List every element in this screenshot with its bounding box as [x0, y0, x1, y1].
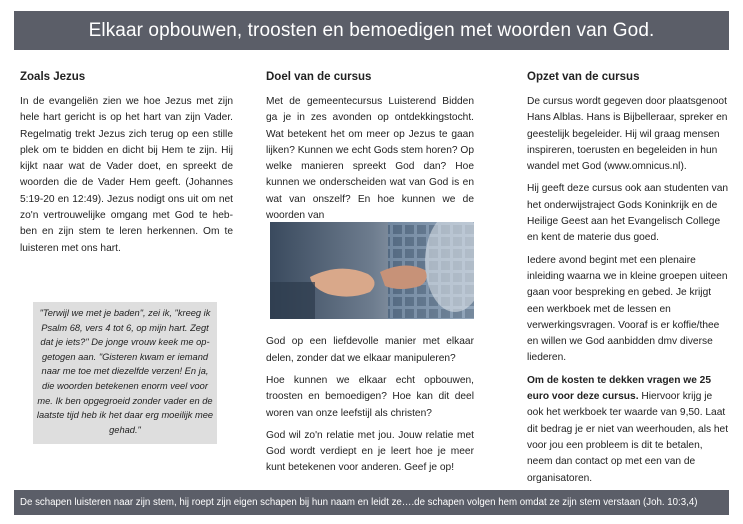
- section-paragraph: In de evangeliën zien we hoe Jezus met zijn hele hart gericht is op het hart van zijn Vader. Regelmatig trekt Jezus zich terug op een stille plek om te bidden en dicht bij Hem te zijn. Hij kijkt naar wat de Vader doet, en spreekt de woorden die de Vader Hem geeft. (Johannes 5:19-20 en 12:49). Jezus nodigt ons uit om net zo'n vertrouwelijke omgang met God te hebben en zijn stem te leren herkennen. Om te luisteren met ons hart.: [20, 96, 233, 254]
- section-paragraph: God op een liefdevolle manier met elkaar delen, zonder dat we elkaar manipuleren?: [266, 336, 474, 364]
- costs-rest-text: Hiervoor krijg je ook het werkboek ter waarde van 9,50. Laat dit bedrag je er niet van weerhouden, als het voor jou een probleem is dit te betalen, neem dan contact op met een van de organisatoren.: [527, 391, 729, 484]
- footer-quote: De schapen luisteren naar zijn stem, hij roept zijn eigen schapen bij hun naam en leidt ze….de schapen volgen hem omdat ze zijn stem verstaan (Joh. 10:3,4): [20, 497, 698, 508]
- column-zoals-jezus: [20, 70, 233, 263]
- section-paragraph: Hoe kunnen we elkaar echt opbouwen, troosten en bemoedigen? Hoe kan dit deel woren van onze leefstijl als christen?: [266, 374, 474, 419]
- page-title: Elkaar opbouwen, troosten en bemoedigen met woorden van God.: [88, 20, 655, 41]
- section-paragraph: De cursus wordt gegeven door plaatsgenoot Hans Alblas. Hans is Bijbelleraar, spreker en geestelijk begeleider. Hij wil graag mensen inspireren, toerusten en begeleiden in hun wandel met God (www.omnicus.nl).: [527, 96, 728, 173]
- header-banner: [14, 11, 729, 50]
- section-paragraph: Hij geeft deze cursus ook aan studenten van het onderwijstraject Gods Koninkrijk en de Heilige Geest aan het Evangelisch College en kent de materie dus goed.: [527, 183, 729, 244]
- section-paragraph: Met de gemeentecursus Luisterend Bidden ga je in zes avonden op ontdekkingstocht. Wat betekent het om meer op Jezus te gaan lijken? Kunnen we echt Gods stem horen? Op welke manieren spreekt God dan? Hoe kunnen we onderscheiden wat van God is en wat van onszelf? En hoe kunnen we de woorden van: [266, 96, 474, 222]
- footer-banner: [14, 490, 729, 515]
- hands-photo: [270, 222, 474, 319]
- section-paragraph: Iedere avond begint met een plenaire inleiding waarna we in kleine groepen uiteen gaan voor bespreking en gebed. Je krijgt een werkboek met de lessen en verwerkingsvragen. Vooraf is er koffie/thee en willen we God aanbidden dmv diverse liederen.: [527, 254, 728, 364]
- section-heading: Zoals Jezus: [20, 71, 86, 83]
- quote-box: [33, 302, 217, 444]
- column-opzet-van-de-cursus: [527, 70, 730, 493]
- quote-text: "Terwijl we met je baden", zei ik, "kreeg ik Psalm 68, vers 4 tot 6, op mijn hart. Zegt dat je iets?" De jonge vrouw keek me opgetogen aan. "Gisteren kwam er iemand naar me toe met diezelfde verzen! En ja, die woorden betekenen enorm veel voor me. Ik ben opgegroeid zonder vader en de laatste tijd heb ik het daar erg moeilijk mee gehad.": [36, 308, 214, 435]
- section-paragraph-costs: [527, 373, 730, 487]
- hands-photo-icon: [270, 222, 474, 319]
- costs-bold-text: Om de kosten te dekken vragen we 25 euro voor deze cursus.: [527, 374, 712, 403]
- section-paragraph: God wil zo'n relatie met jou. Jouw relatie met God wordt verdiept en je leert hoe je meer kunt betekenen voor anderen. Geef je op!: [266, 429, 474, 474]
- section-heading: Opzet van de cursus: [527, 71, 640, 83]
- section-heading: Doel van de cursus: [266, 71, 372, 83]
